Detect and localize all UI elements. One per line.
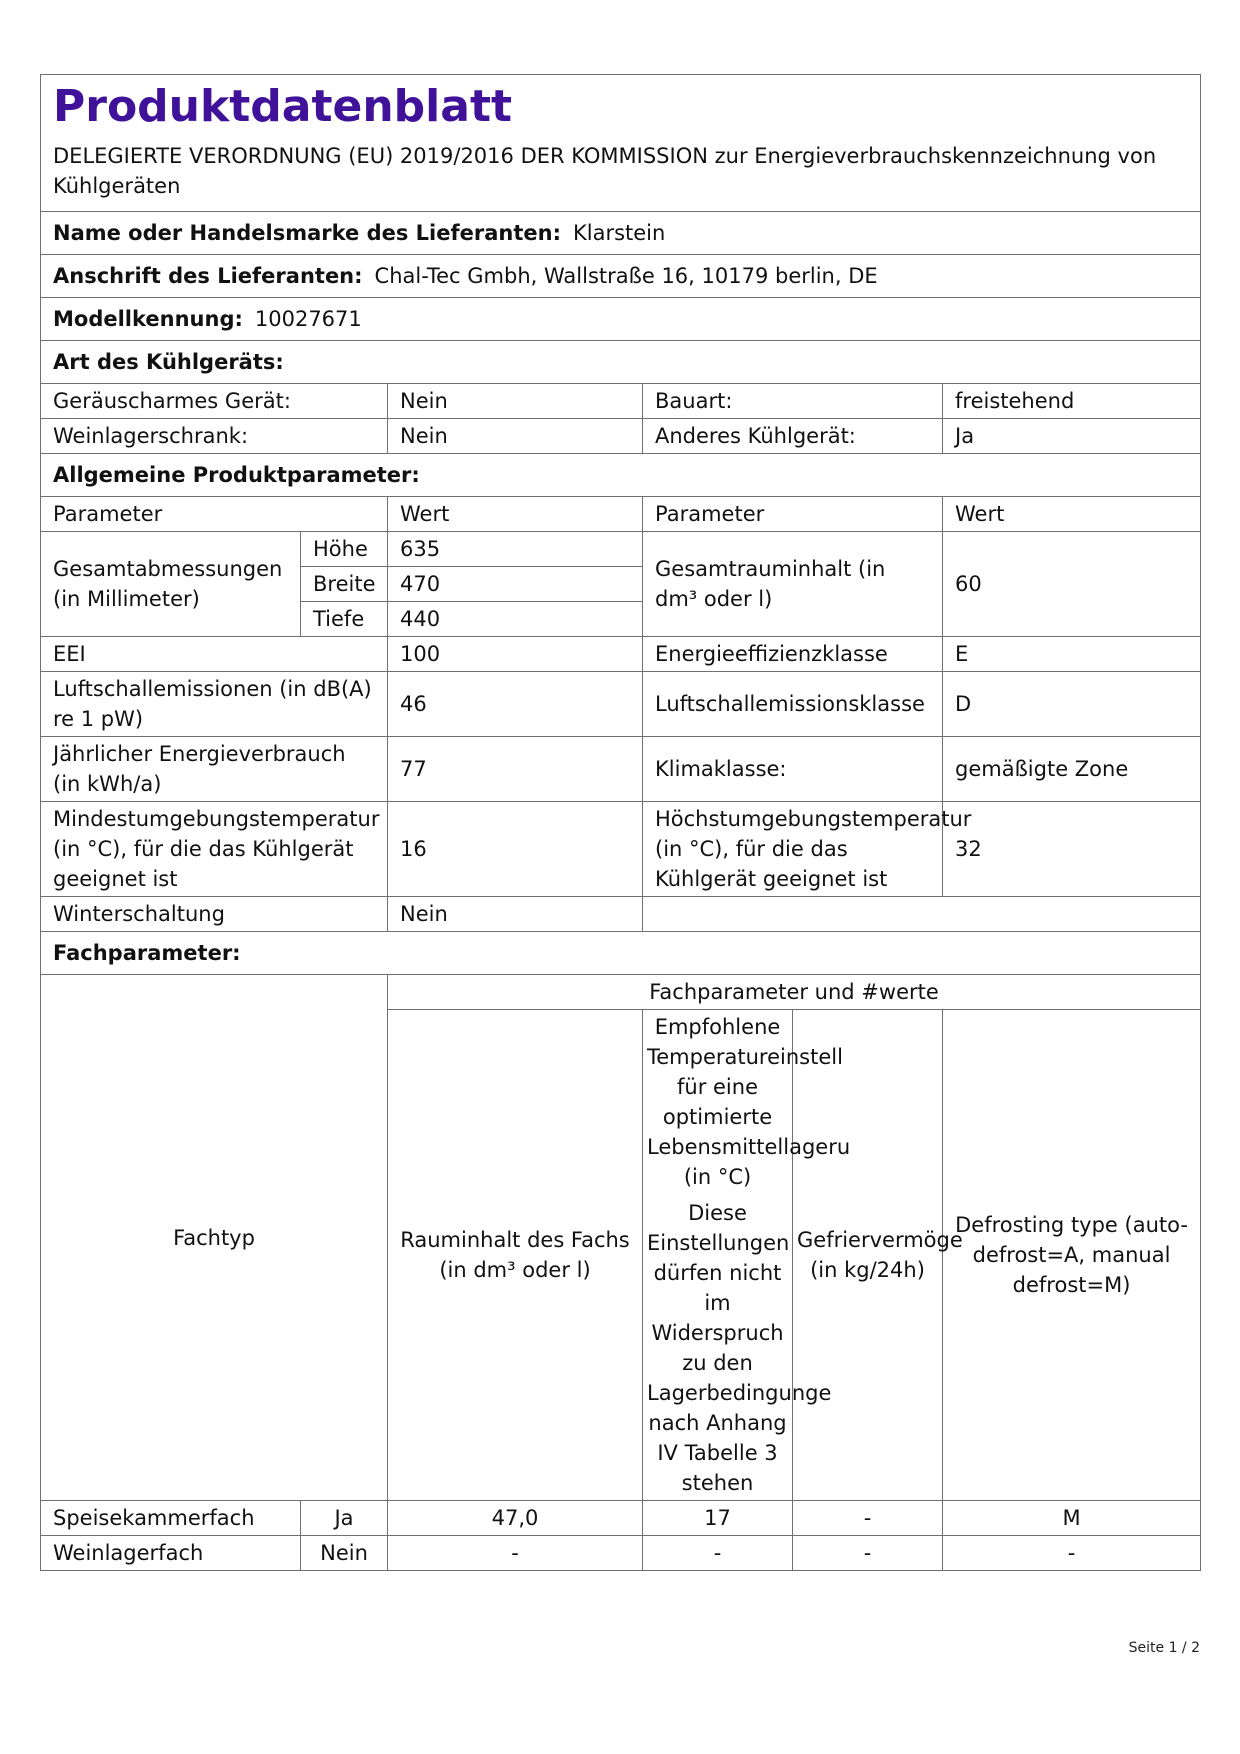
eei-value: 100	[388, 637, 643, 672]
compartment-temp: -	[643, 1536, 793, 1571]
compartment-freeze: -	[793, 1536, 943, 1571]
compartment-volume: 47,0	[388, 1501, 643, 1536]
compartment-type-header: Fachtyp	[41, 975, 388, 1501]
noise-label: Luftschallemissionen (in dB(A) re 1 pW)	[41, 672, 388, 737]
address-value: Chal-Tec Gmbh, Wallstraße 16, 10179 berlin, DE	[374, 264, 878, 288]
supplier-label: Name oder Handelsmarke des Lieferanten:	[53, 221, 561, 245]
compartment-freeze: -	[793, 1501, 943, 1536]
compartment-volume: -	[388, 1536, 643, 1571]
page-number: Seite 1 / 2	[1128, 1640, 1200, 1656]
regulation-subtitle: DELEGIERTE VERORDNUNG (EU) 2019/2016 DER KOMMISSION zur Energieverbrauchskennzeichnung von Kühlgeräten	[53, 144, 1157, 198]
data-sheet-table	[40, 74, 1201, 1571]
compartment-defrost: -	[943, 1536, 1201, 1571]
noise-value: 46	[388, 672, 643, 737]
wine-cabinet-label: Weinlagerschrank:	[41, 419, 388, 454]
freezing-capacity-header: Gefriervermöge (in kg/24h)	[793, 1010, 943, 1501]
compartment-name: Speisekammerfach	[41, 1501, 301, 1536]
max-temp-value: 32	[943, 802, 1201, 897]
product-data-sheet	[40, 74, 1200, 1571]
type-section-heading: Art des Kühlgeräts:	[41, 341, 1201, 384]
compartment-volume-header: Rauminhalt des Fachs (in dm³ oder l)	[388, 1010, 643, 1501]
annual-energy-value: 77	[388, 737, 643, 802]
compartment-temp: 17	[643, 1501, 793, 1536]
temp-note-text: Diese Einstellungen dürfen nicht im Widerspruch zu den Lagerbedingunge nach Anhang IV Tabelle 3 stehen	[647, 1201, 832, 1495]
model-label: Modellkennung:	[53, 307, 243, 331]
min-temp-label: Mindestumgebungstemperatur (in °C), für die das Kühlgerät geeignet ist	[41, 802, 388, 897]
compartment-group-header: Fachparameter und #werte	[388, 975, 1201, 1010]
width-label: Breite	[301, 567, 388, 602]
recommended-temp-header	[643, 1010, 851, 1501]
empty-cell	[643, 897, 1201, 932]
max-temp-label: Höchstumgebungstemperatur (in °C), für die das Kühlgerät geeignet ist	[643, 802, 943, 897]
recommended-temp-text: Empfohlene Temperatureinstell für eine optimierte Lebensmittellageru (in °C)	[647, 1015, 851, 1189]
annual-energy-label: Jährlicher Energieverbrauch (in kWh/a)	[41, 737, 388, 802]
value-header-left: Wert	[388, 497, 643, 532]
general-section-heading: Allgemeine Produktparameter:	[41, 454, 1201, 497]
height-value: 635	[388, 532, 643, 567]
min-temp-value: 16	[388, 802, 643, 897]
low-noise-value: Nein	[388, 384, 643, 419]
param-header-left: Parameter	[41, 497, 388, 532]
winter-switch-value: Nein	[388, 897, 643, 932]
climate-class-label: Klimaklasse:	[643, 737, 943, 802]
param-header-right: Parameter	[643, 497, 943, 532]
supplier-row	[41, 212, 1201, 255]
climate-class-value: gemäßigte Zone	[943, 737, 1201, 802]
energy-class-value: E	[943, 637, 1201, 672]
value-header-right: Wert	[943, 497, 1201, 532]
compartment-present: Nein	[301, 1536, 388, 1571]
design-label: Bauart:	[643, 384, 943, 419]
depth-label: Tiefe	[301, 602, 388, 637]
other-appliance-label: Anderes Kühlgerät:	[643, 419, 943, 454]
eei-label: EEI	[41, 637, 388, 672]
title-block	[41, 75, 1201, 212]
depth-value: 440	[388, 602, 643, 637]
design-value: freistehend	[943, 384, 1201, 419]
address-label: Anschrift des Lieferanten:	[53, 264, 363, 288]
width-value: 470	[388, 567, 643, 602]
model-row	[41, 298, 1201, 341]
compartment-defrost: M	[943, 1501, 1201, 1536]
energy-class-label: Energieeffizienzklasse	[643, 637, 943, 672]
compartment-present: Ja	[301, 1501, 388, 1536]
total-volume-value: 60	[943, 532, 1201, 637]
dimensions-label: Gesamtabmessungen (in Millimeter)	[41, 532, 301, 637]
defrost-type-header: Defrosting type (auto-defrost=A, manual defrost=M)	[943, 1010, 1201, 1501]
height-label: Höhe	[301, 532, 388, 567]
supplier-value: Klarstein	[572, 221, 666, 245]
low-noise-label: Geräuscharmes Gerät:	[41, 384, 388, 419]
noise-class-value: D	[943, 672, 1201, 737]
compartment-name: Weinlagerfach	[41, 1536, 301, 1571]
total-volume-label: Gesamtrauminhalt (in dm³ oder l)	[643, 532, 943, 637]
compartment-section-heading: Fachparameter:	[41, 932, 1201, 975]
noise-class-label: Luftschallemissionsklasse	[643, 672, 943, 737]
wine-cabinet-value: Nein	[388, 419, 643, 454]
model-value: 10027671	[254, 307, 362, 331]
winter-switch-label: Winterschaltung	[41, 897, 388, 932]
page-title: Produktdatenblatt	[53, 81, 513, 132]
other-appliance-value: Ja	[943, 419, 1201, 454]
address-row	[41, 255, 1201, 298]
